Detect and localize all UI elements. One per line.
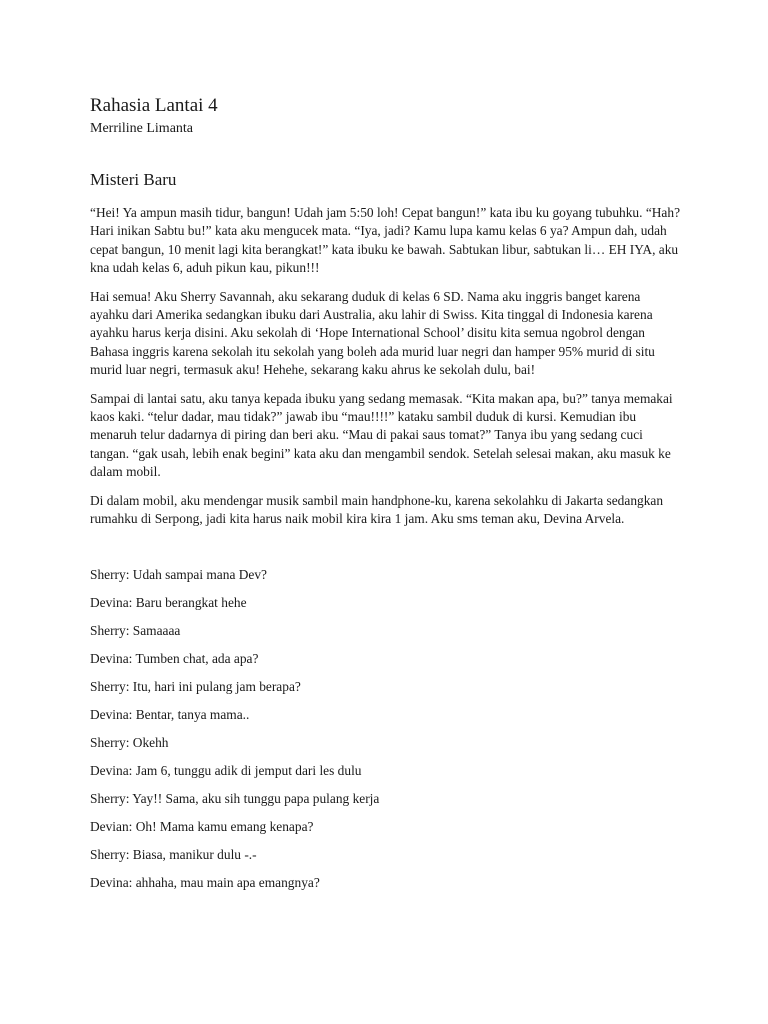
chat-line: Sherry: Yay!! Sama, aku sih tunggu papa pulang kerja <box>90 790 380 806</box>
chat-line: Devina: Tumben chat, ada apa? <box>90 650 259 666</box>
chat-line: Sherry: Udah sampai mana Dev? <box>90 566 267 582</box>
paragraph-1: “Hei! Ya ampun masih tidur, bangun! Udah jam 5:50 loh! Cepat bangun!” kata ibu ku goyang tubuhku. “Hah? Hari inikan Sabtu bu!” kata aku mengucek mata. “Iya, jadi? Kamu lupa kamu kelas 6 ya? Ampun dah, udah cepat bangun, 10 menit lagi kita berangkat!” kata ibuku ke bawah. Sabtukan libur, sabtukan li… EH IYA, aku kna udah kelas 6, aduh pikun kau, pikun!!! <box>90 205 681 276</box>
chat-line: Devina: Jam 6, tunggu adik di jemput dari les dulu <box>90 762 362 778</box>
chat-line: Devina: Baru berangkat hehe <box>90 594 247 610</box>
document-author: Merriline Limanta <box>90 121 194 136</box>
chat-line: Sherry: Itu, hari ini pulang jam berapa? <box>90 678 301 694</box>
chat-line: Sherry: Samaaaa <box>90 622 181 638</box>
document-page <box>90 95 680 902</box>
chat-transcript <box>90 566 680 892</box>
paragraph-4: Di dalam mobil, aku mendengar musik sambil main handphone-ku, karena sekolahku di Jakarta sedangkan rumahku di Serpong, jadi kita harus naik mobil kira kira 1 jam. Aku sms teman aku, Devina Arvela. <box>90 492 664 527</box>
paragraph-2: Hai semua! Aku Sherry Savannah, aku sekarang duduk di kelas 6 SD. Nama aku inggris banget karena ayahku dari Amerika sedangkan ibuku dari Australia, aku lahir di Swiss. Kita tinggal di Indonesia karena ayahku harus kerja disini. Aku sekolah di ‘Hope International School’ disitu kita semua ngobrol dengan Bahasa inggris karena sekolah itu sekolah yang boleh ada murid luar negri dan hamper 95% murid di situ murid luar negri, termasuk aku! Hehehe, sekarang kaku ahrus ke sekolah dulu, bai! <box>90 288 655 378</box>
chat-line: Devian: Oh! Mama kamu emang kenapa? <box>90 818 314 834</box>
chat-line: Sherry: Biasa, manikur dulu -.- <box>90 846 257 862</box>
chat-line: Devina: ahhaha, mau main apa emangnya? <box>90 874 320 890</box>
chapter-title: Misteri Baru <box>90 170 177 189</box>
paragraph-3: Sampai di lantai satu, aku tanya kepada ibuku yang sedang memasak. “Kita makan apa, bu?” tanya memakai kaos kaki. “telur dadar, mau tidak?” jawab ibu “mau!!!!” kataku sambil duduk di kursi. Kemudian ibu menaruh telur dadarnya di piring dan beri aku. “Mau di pakai saus tomat?” Tanya ibu yang sedang cuci tangan. “gak usah, lebih enak begini” kata aku dan mengambil sendok. Setelah selesai makan, aku masuk ke dalam mobil. <box>90 390 673 480</box>
chat-line: Sherry: Okehh <box>90 734 169 750</box>
document-title: Rahasia Lantai 4 <box>90 95 218 116</box>
chat-line: Devina: Bentar, tanya mama.. <box>90 706 250 722</box>
